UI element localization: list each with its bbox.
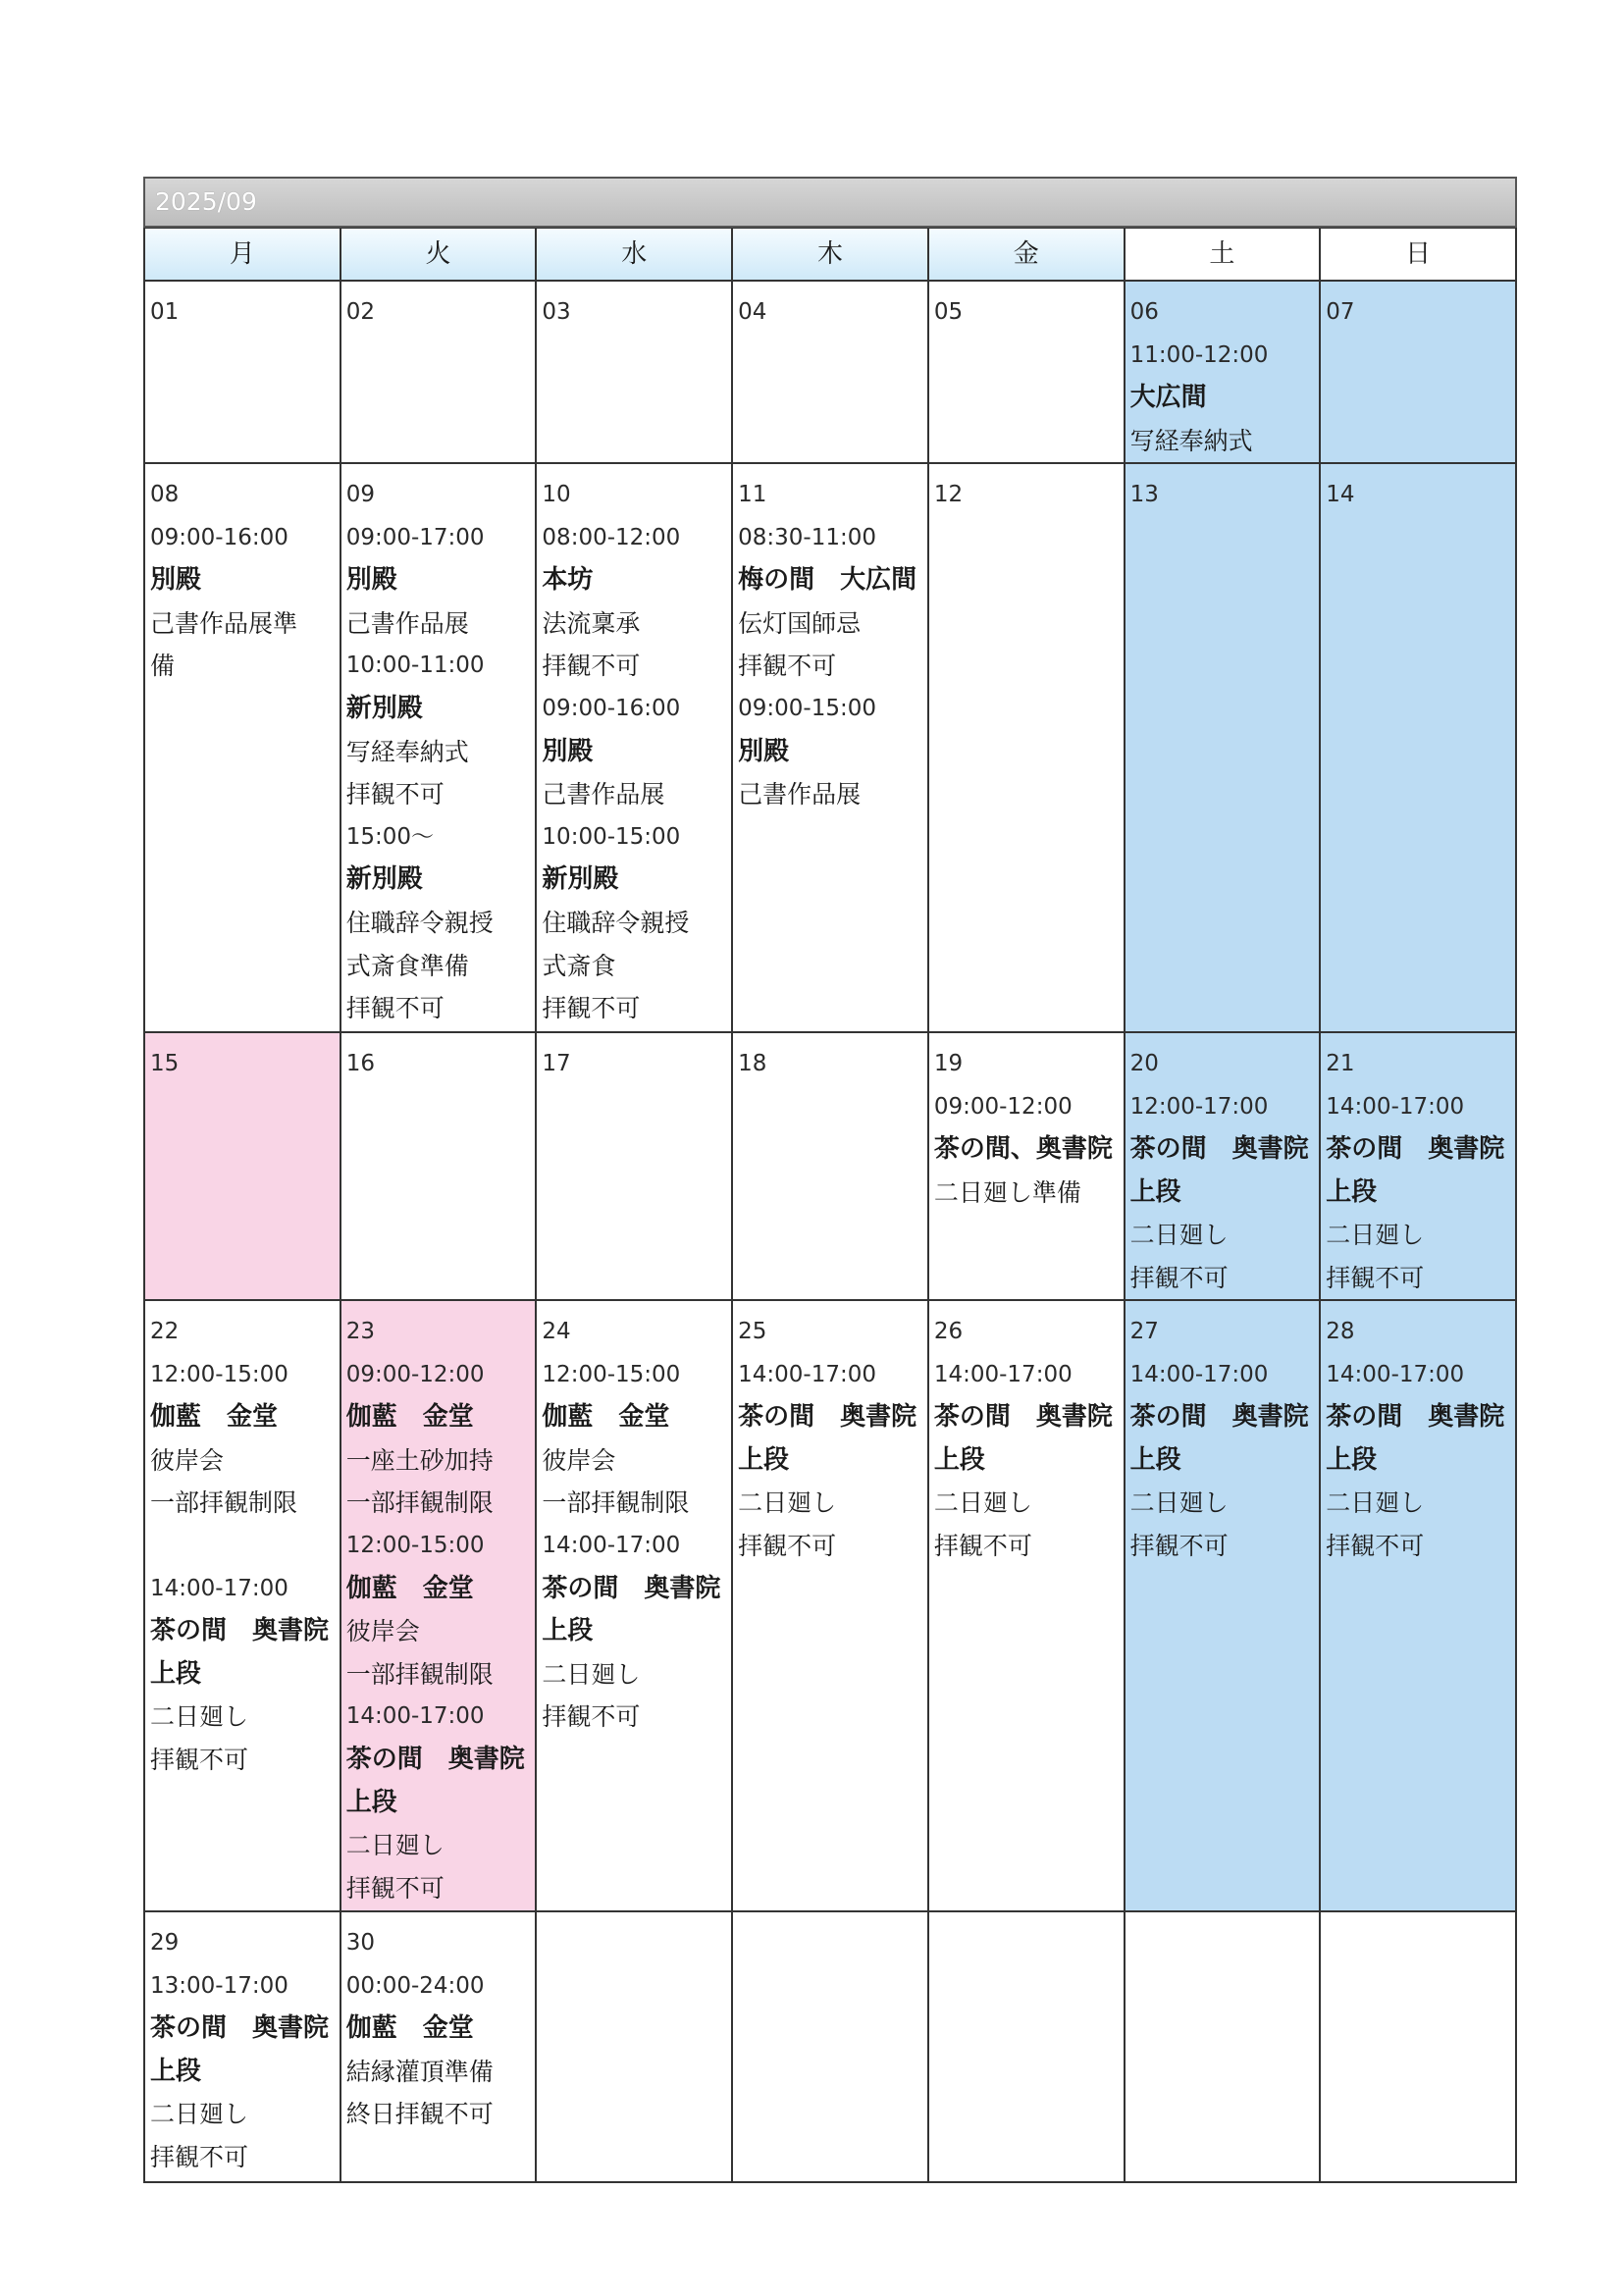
empty-day-cell <box>929 1912 1126 2183</box>
weekday-header: 火 <box>341 229 538 282</box>
event-location: 別殿 <box>738 736 790 766</box>
event-time: 14:00-17:00 <box>933 1361 1073 1387</box>
empty-day-cell <box>1321 1912 1517 2183</box>
event-note: 二日廻し <box>738 1488 837 1518</box>
event-note: 二日廻し <box>1129 1221 1229 1250</box>
event-time: 14:00-17:00 <box>542 1532 681 1558</box>
weekday-header: 月 <box>145 229 341 282</box>
event-note: 己書作品展準 <box>150 608 298 638</box>
event-location: 茶の間 奥書院 <box>1326 1402 1505 1433</box>
weekday-header: 金 <box>929 229 1126 282</box>
event-time: 09:00-15:00 <box>738 695 877 721</box>
event-note: 写経奉納式 <box>1129 426 1253 455</box>
day-cell <box>537 1301 733 1912</box>
day-number: 01 <box>150 299 180 325</box>
day-cell <box>1126 1301 1322 1912</box>
event-time: 09:00-12:00 <box>933 1093 1073 1120</box>
day-number: 04 <box>738 299 767 325</box>
day-cell <box>733 1033 929 1301</box>
day-cell <box>145 1912 341 2183</box>
day-number: 06 <box>1129 299 1159 325</box>
event-location: 茶の間 奥書院 <box>345 1744 525 1774</box>
event-note: 拝観不可 <box>345 1873 445 1903</box>
event-location: 上段 <box>738 1444 790 1475</box>
event-location: 上段 <box>150 1658 202 1689</box>
day-number: 17 <box>542 1051 571 1076</box>
day-cell <box>145 282 341 464</box>
event-location: 新別殿 <box>345 864 423 895</box>
event-note: 彼岸会 <box>542 1445 616 1475</box>
event-time: 11:00-12:00 <box>1129 341 1269 368</box>
day-cell <box>733 464 929 1033</box>
day-number: 26 <box>933 1319 964 1344</box>
event-note: 住職辞令親授 <box>542 908 690 937</box>
event-time: 09:00-17:00 <box>345 524 485 550</box>
event-time: 12:00-17:00 <box>1129 1093 1269 1120</box>
event-location: 上段 <box>542 1616 594 1646</box>
event-time: 09:00-16:00 <box>542 695 681 721</box>
event-note: 拝観不可 <box>1326 1531 1425 1560</box>
event-location: 別殿 <box>345 565 397 596</box>
event-note: 拝観不可 <box>150 1745 249 1774</box>
event-note: 一部拝観制限 <box>542 1488 690 1518</box>
event-location: 上段 <box>150 2056 202 2086</box>
event-note: 拝観不可 <box>738 1531 837 1560</box>
event-note: 拝観不可 <box>542 994 641 1023</box>
day-cell <box>145 1301 341 1912</box>
event-note: 一部拝観制限 <box>345 1659 494 1689</box>
event-note: 二日廻し <box>345 1831 445 1860</box>
day-number: 05 <box>933 299 964 325</box>
day-cell <box>1126 282 1322 464</box>
weekday-header: 水 <box>537 229 733 282</box>
event-location: 茶の間 奥書院 <box>542 1573 721 1603</box>
event-location: 茶の間 奥書院 <box>738 1402 917 1433</box>
event-note: 二日廻し <box>1129 1488 1229 1518</box>
event-note: 彼岸会 <box>345 1617 420 1646</box>
event-note: 終日拝観不可 <box>345 2100 494 2129</box>
calendar-grid <box>143 228 1517 2183</box>
weekday-header: 日 <box>1321 229 1517 282</box>
event-note: 己書作品展 <box>345 608 469 638</box>
event-location: 茶の間 奥書院 <box>1129 1134 1309 1165</box>
event-note: 結縁灌頂準備 <box>345 2057 494 2086</box>
empty-day-cell <box>537 1912 733 2183</box>
event-note: 拝観不可 <box>1129 1263 1229 1292</box>
event-time: 12:00-15:00 <box>345 1532 485 1558</box>
day-number: 15 <box>150 1051 180 1076</box>
day-number: 11 <box>738 482 767 507</box>
calendar <box>143 177 1517 2183</box>
day-number: 18 <box>738 1051 767 1076</box>
event-location: 茶の間 奥書院 <box>1129 1402 1309 1433</box>
event-location: 伽藍 金堂 <box>542 1402 670 1433</box>
day-cell <box>1321 1033 1517 1301</box>
event-note: 拝観不可 <box>1326 1263 1425 1292</box>
event-time: 09:00-12:00 <box>345 1361 485 1387</box>
day-cell <box>929 1033 1126 1301</box>
event-location: 茶の間 奥書院 <box>150 1616 330 1646</box>
event-note: 拝観不可 <box>1129 1531 1229 1560</box>
event-location: 梅の間 大広間 <box>738 565 917 596</box>
event-time: 09:00-16:00 <box>150 524 288 550</box>
event-location: 茶の間、奥書院 <box>933 1134 1113 1165</box>
event-note: 拝観不可 <box>738 652 837 681</box>
day-cell <box>341 464 538 1033</box>
event-note: 彼岸会 <box>150 1445 225 1475</box>
day-cell <box>1126 464 1322 1033</box>
empty-day-cell <box>1126 1912 1322 2183</box>
event-location: 茶の間 奥書院 <box>150 2013 330 2044</box>
event-time: 08:30-11:00 <box>738 524 877 550</box>
event-time: 14:00-17:00 <box>1326 1361 1465 1387</box>
event-location: 上段 <box>933 1444 985 1475</box>
day-cell <box>341 1912 538 2183</box>
event-time: 14:00-17:00 <box>1129 1361 1269 1387</box>
event-note: 二日廻し <box>542 1659 641 1689</box>
event-time: 14:00-17:00 <box>1326 1093 1465 1120</box>
day-number: 21 <box>1326 1051 1355 1076</box>
event-note: 伝灯国師忌 <box>738 608 862 638</box>
event-location: 新別殿 <box>345 693 423 723</box>
day-number: 23 <box>345 1319 375 1344</box>
event-note: 拝観不可 <box>150 2142 249 2171</box>
empty-day-cell <box>733 1912 929 2183</box>
spacer <box>150 1525 336 1568</box>
day-cell <box>929 464 1126 1033</box>
day-number: 10 <box>542 482 571 507</box>
event-time: 10:00-15:00 <box>542 823 681 850</box>
event-time: 08:00-12:00 <box>542 524 681 550</box>
event-note: 二日廻し <box>1326 1488 1425 1518</box>
event-note: 二日廻し <box>150 2100 249 2129</box>
day-number: 19 <box>933 1051 964 1076</box>
day-number: 22 <box>150 1319 180 1344</box>
event-note: 拝観不可 <box>542 652 641 681</box>
event-time: 12:00-15:00 <box>150 1361 288 1387</box>
event-location: 伽藍 金堂 <box>345 2013 474 2044</box>
event-note: 住職辞令親授 <box>345 908 494 937</box>
event-time: 15:00～ <box>345 823 434 850</box>
event-note: 写経奉納式 <box>345 737 469 766</box>
event-note: 一部拝観制限 <box>345 1488 494 1518</box>
event-time: 00:00-24:00 <box>345 1972 485 1999</box>
day-cell <box>341 1301 538 1912</box>
day-number: 28 <box>1326 1319 1355 1344</box>
event-note: 己書作品展 <box>738 780 862 809</box>
day-number: 27 <box>1129 1319 1159 1344</box>
event-note: 拝観不可 <box>933 1531 1032 1560</box>
event-location: 上段 <box>1326 1444 1378 1475</box>
day-cell <box>733 1301 929 1912</box>
day-cell <box>929 1301 1126 1912</box>
event-location: 伽藍 金堂 <box>150 1402 279 1433</box>
event-note: 拝観不可 <box>345 780 445 809</box>
event-location: 別殿 <box>150 565 202 596</box>
event-note: 拝観不可 <box>542 1702 641 1732</box>
event-location: 大広間 <box>1129 383 1207 413</box>
day-cell <box>537 1033 733 1301</box>
day-number: 14 <box>1326 482 1355 507</box>
weekday-header: 土 <box>1126 229 1322 282</box>
event-note: 式斎食準備 <box>345 951 469 980</box>
day-number: 30 <box>345 1930 375 1956</box>
day-number: 03 <box>542 299 571 325</box>
day-number: 02 <box>345 299 375 325</box>
event-location: 茶の間 奥書院 <box>1326 1134 1505 1165</box>
day-cell <box>145 464 341 1033</box>
event-note: 一座土砂加持 <box>345 1445 494 1475</box>
day-cell <box>537 464 733 1033</box>
day-cell <box>733 282 929 464</box>
event-note: 二日廻し <box>150 1702 249 1732</box>
event-location: 茶の間 奥書院 <box>933 1402 1113 1433</box>
event-time: 13:00-17:00 <box>150 1972 288 1999</box>
event-note: 二日廻し <box>1326 1221 1425 1250</box>
day-cell <box>1321 282 1517 464</box>
day-number: 07 <box>1326 299 1355 325</box>
day-number: 25 <box>738 1319 767 1344</box>
event-note: 備 <box>150 652 176 681</box>
day-cell <box>929 282 1126 464</box>
day-number: 16 <box>345 1051 375 1076</box>
event-time: 10:00-11:00 <box>345 652 485 679</box>
event-location: 新別殿 <box>542 864 619 895</box>
event-location: 伽藍 金堂 <box>345 1573 474 1603</box>
day-cell <box>537 282 733 464</box>
day-cell <box>1321 1301 1517 1912</box>
day-cell <box>341 1033 538 1301</box>
day-number: 20 <box>1129 1051 1159 1076</box>
event-location: 上段 <box>1129 1444 1181 1475</box>
day-cell <box>145 1033 341 1301</box>
event-location: 上段 <box>1129 1176 1181 1207</box>
weekday-header: 木 <box>733 229 929 282</box>
event-location: 上段 <box>1326 1176 1378 1207</box>
event-note: 二日廻し準備 <box>933 1177 1081 1207</box>
event-location: 上段 <box>345 1787 397 1817</box>
event-location: 伽藍 金堂 <box>345 1402 474 1433</box>
event-note: 法流稟承 <box>542 608 641 638</box>
event-time: 14:00-17:00 <box>345 1703 485 1730</box>
day-number: 29 <box>150 1930 180 1956</box>
calendar-title: 2025/09 <box>143 177 1517 228</box>
event-note: 一部拝観制限 <box>150 1488 298 1518</box>
event-note: 己書作品展 <box>542 780 665 809</box>
day-cell <box>341 282 538 464</box>
day-number: 12 <box>933 482 964 507</box>
day-number: 08 <box>150 482 180 507</box>
event-note: 式斎食 <box>542 951 616 980</box>
day-number: 24 <box>542 1319 571 1344</box>
day-number: 13 <box>1129 482 1159 507</box>
event-note: 二日廻し <box>933 1488 1032 1518</box>
event-time: 12:00-15:00 <box>542 1361 681 1387</box>
event-location: 本坊 <box>542 565 594 596</box>
event-time: 14:00-17:00 <box>150 1575 288 1601</box>
day-cell <box>1321 464 1517 1033</box>
day-number: 09 <box>345 482 375 507</box>
event-time: 14:00-17:00 <box>738 1361 877 1387</box>
event-note: 拝観不可 <box>345 994 445 1023</box>
event-location: 別殿 <box>542 736 594 766</box>
day-cell <box>1126 1033 1322 1301</box>
